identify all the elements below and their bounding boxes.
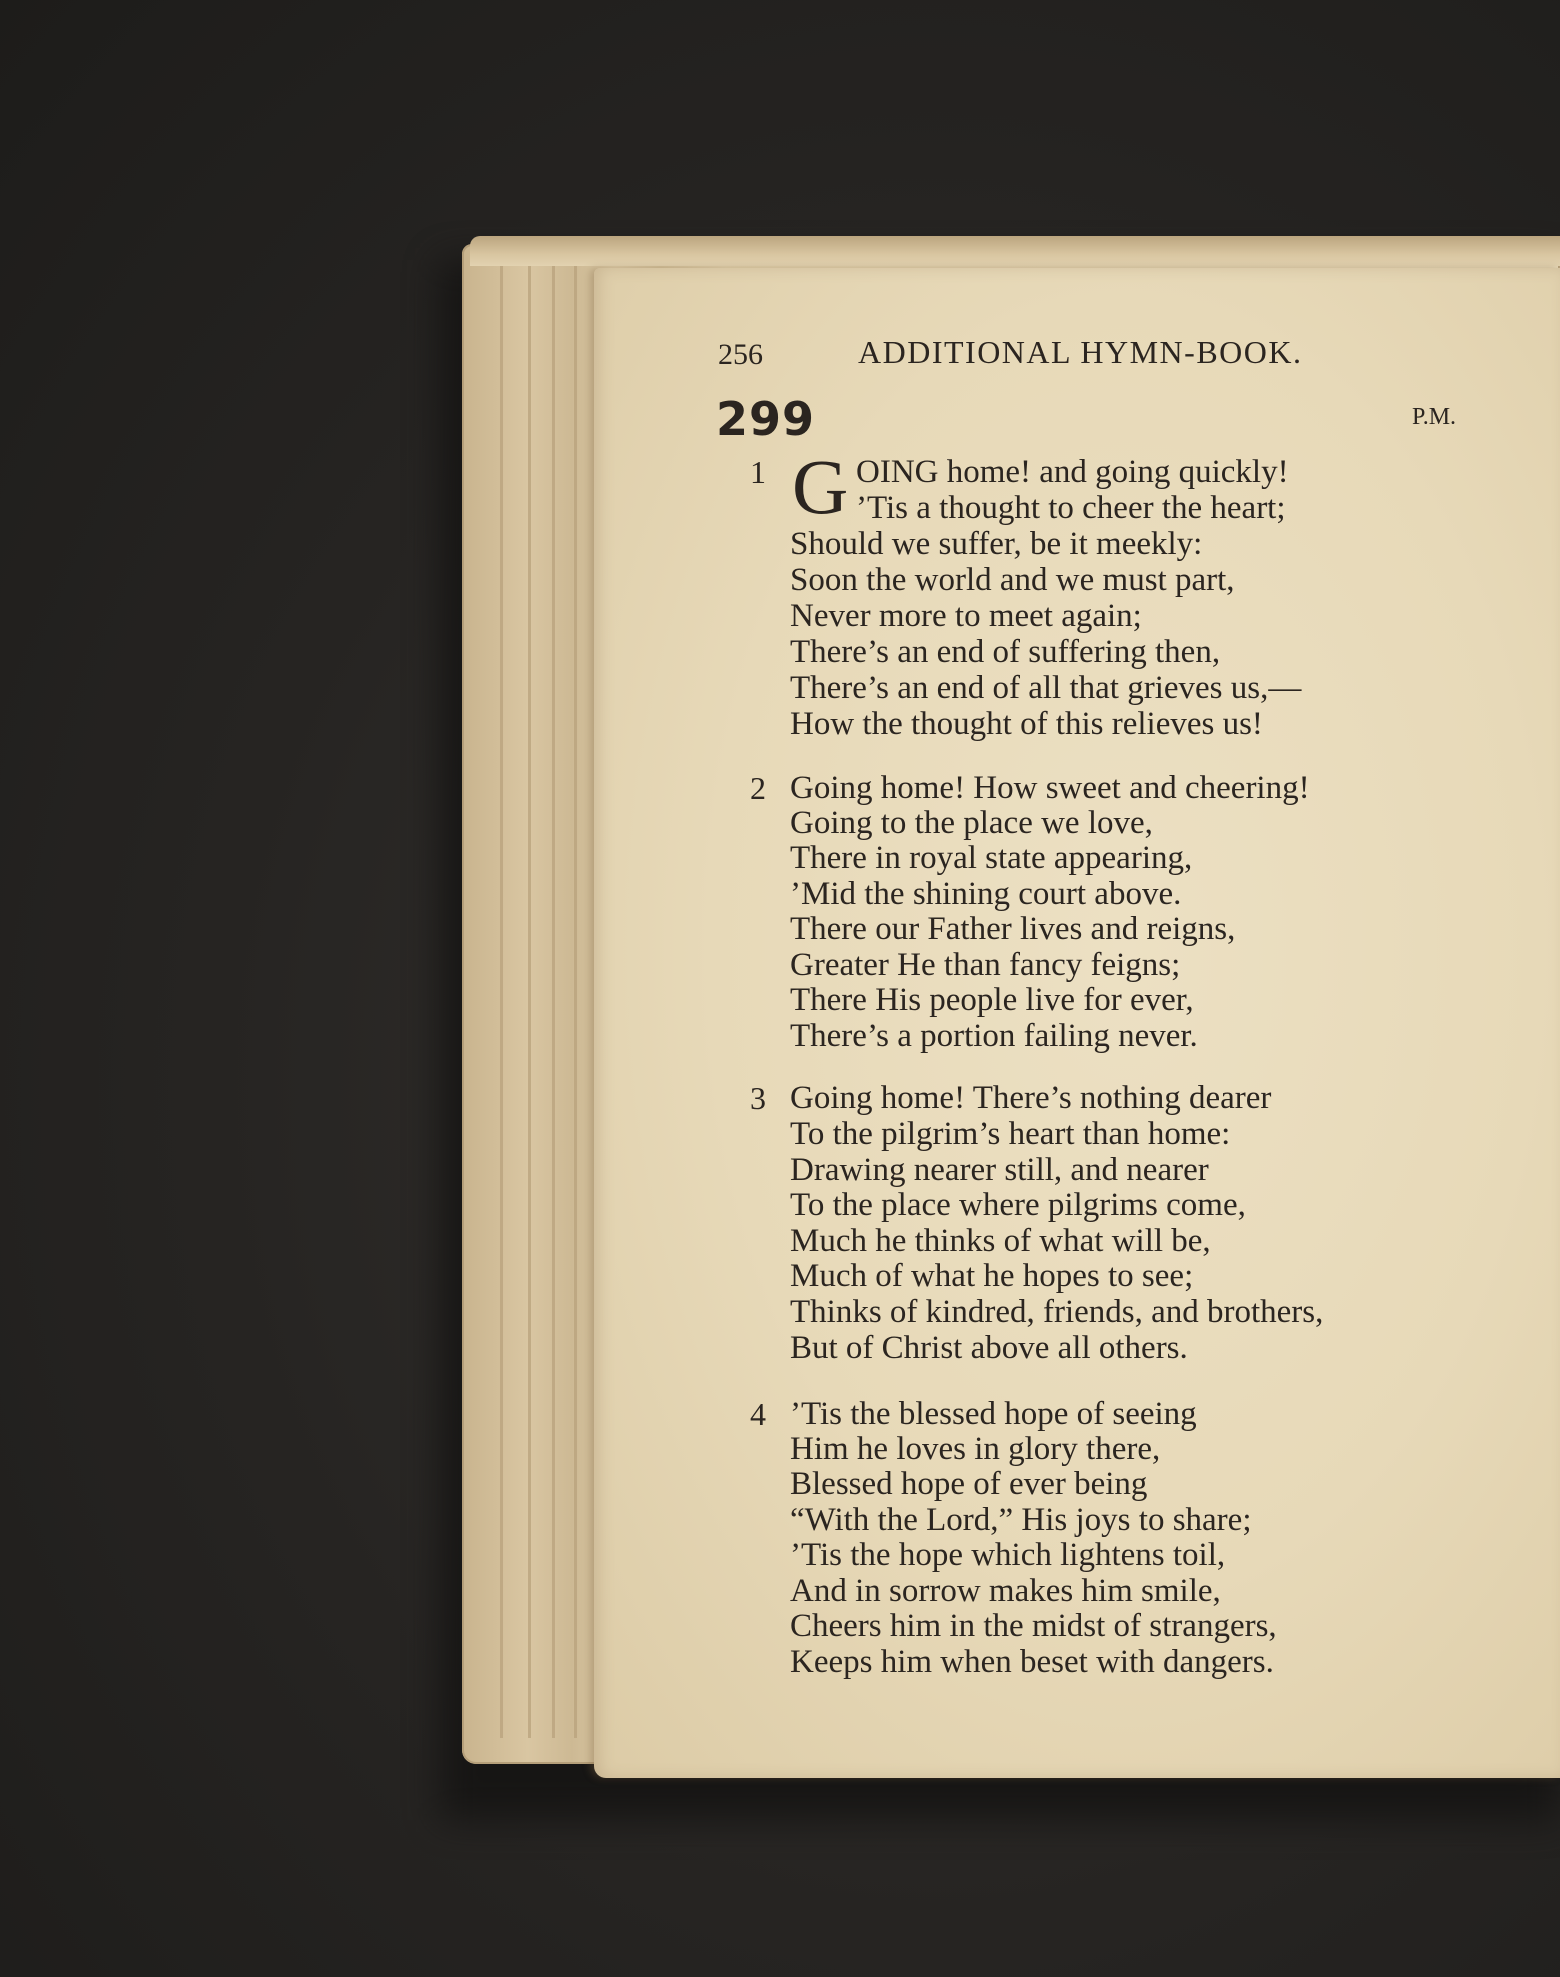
stanza-number: 4 — [750, 1396, 766, 1432]
verse-line: There’s an end of suffering then, — [790, 634, 1221, 670]
stanza-number: 3 — [750, 1080, 766, 1116]
verse-line: Thinks of kindred, friends, and brothers, — [790, 1294, 1324, 1330]
page-top-edge — [470, 236, 1560, 266]
meter-label: P.M. — [1412, 404, 1457, 430]
verse-line: ’Tis the blessed hope of seeing — [790, 1396, 1197, 1432]
page-edge-line — [528, 258, 531, 1738]
verse-line: Greater He than fancy feigns; — [790, 947, 1181, 983]
verse-line: Soon the world and we must part, — [790, 562, 1235, 598]
verse-line: And in sorrow makes him smile, — [790, 1573, 1221, 1609]
running-head: ADDITIONAL HYMN-BOOK. — [858, 334, 1303, 370]
verse-line: There’s a portion failing never. — [790, 1018, 1198, 1054]
verse-line: ’Tis a thought to cheer the heart; — [856, 490, 1286, 526]
verse-line: Never more to meet again; — [790, 598, 1142, 634]
verse-line: “With the Lord,” His joys to share; — [790, 1502, 1252, 1538]
page-edge-line — [574, 258, 577, 1738]
verse-line: Blessed hope of ever being — [790, 1466, 1148, 1502]
verse-line: Him he loves in glory there, — [790, 1431, 1161, 1467]
verse-line: Going home! How sweet and cheering! — [790, 770, 1310, 806]
verse-line: Should we suffer, be it meekly: — [790, 526, 1203, 562]
verse-line: OING home! and going quickly! — [856, 454, 1289, 490]
verse-line: How the thought of this relieves us! — [790, 706, 1263, 742]
page-edge-line — [552, 258, 555, 1738]
verse-line: There in royal state appearing, — [790, 840, 1193, 876]
verse-line: To the place where pilgrims come, — [790, 1187, 1246, 1223]
page-edge-line — [500, 258, 503, 1738]
verse-line: Going home! There’s nothing dearer — [790, 1080, 1272, 1116]
verse-line: There our Father lives and reigns, — [790, 911, 1236, 947]
stanza-number: 1 — [750, 454, 766, 490]
verse-line: There’s an end of all that grieves us,— — [790, 670, 1302, 706]
verse-line: There His people live for ever, — [790, 982, 1194, 1018]
verse-line: But of Christ above all others. — [790, 1330, 1188, 1366]
verse-line: Going to the place we love, — [790, 805, 1153, 841]
verse-line: ’Tis the hope which lightens toil, — [790, 1537, 1226, 1573]
drop-cap: G — [792, 443, 849, 530]
hymn-number: 299 — [716, 392, 816, 446]
stanza-number: 2 — [750, 770, 766, 806]
verse-line: Much of what he hopes to see; — [790, 1258, 1194, 1294]
verse-line: To the pilgrim’s heart than home: — [790, 1116, 1231, 1152]
verse-line: Cheers him in the midst of strangers, — [790, 1608, 1277, 1644]
verse-line: Drawing nearer still, and nearer — [790, 1152, 1209, 1188]
verse-line: Much he thinks of what will be, — [790, 1223, 1211, 1259]
verse-line: Keeps him when beset with dangers. — [790, 1644, 1274, 1680]
page-number: 256 — [718, 338, 763, 371]
verse-line: ’Mid the shining court above. — [790, 876, 1182, 912]
